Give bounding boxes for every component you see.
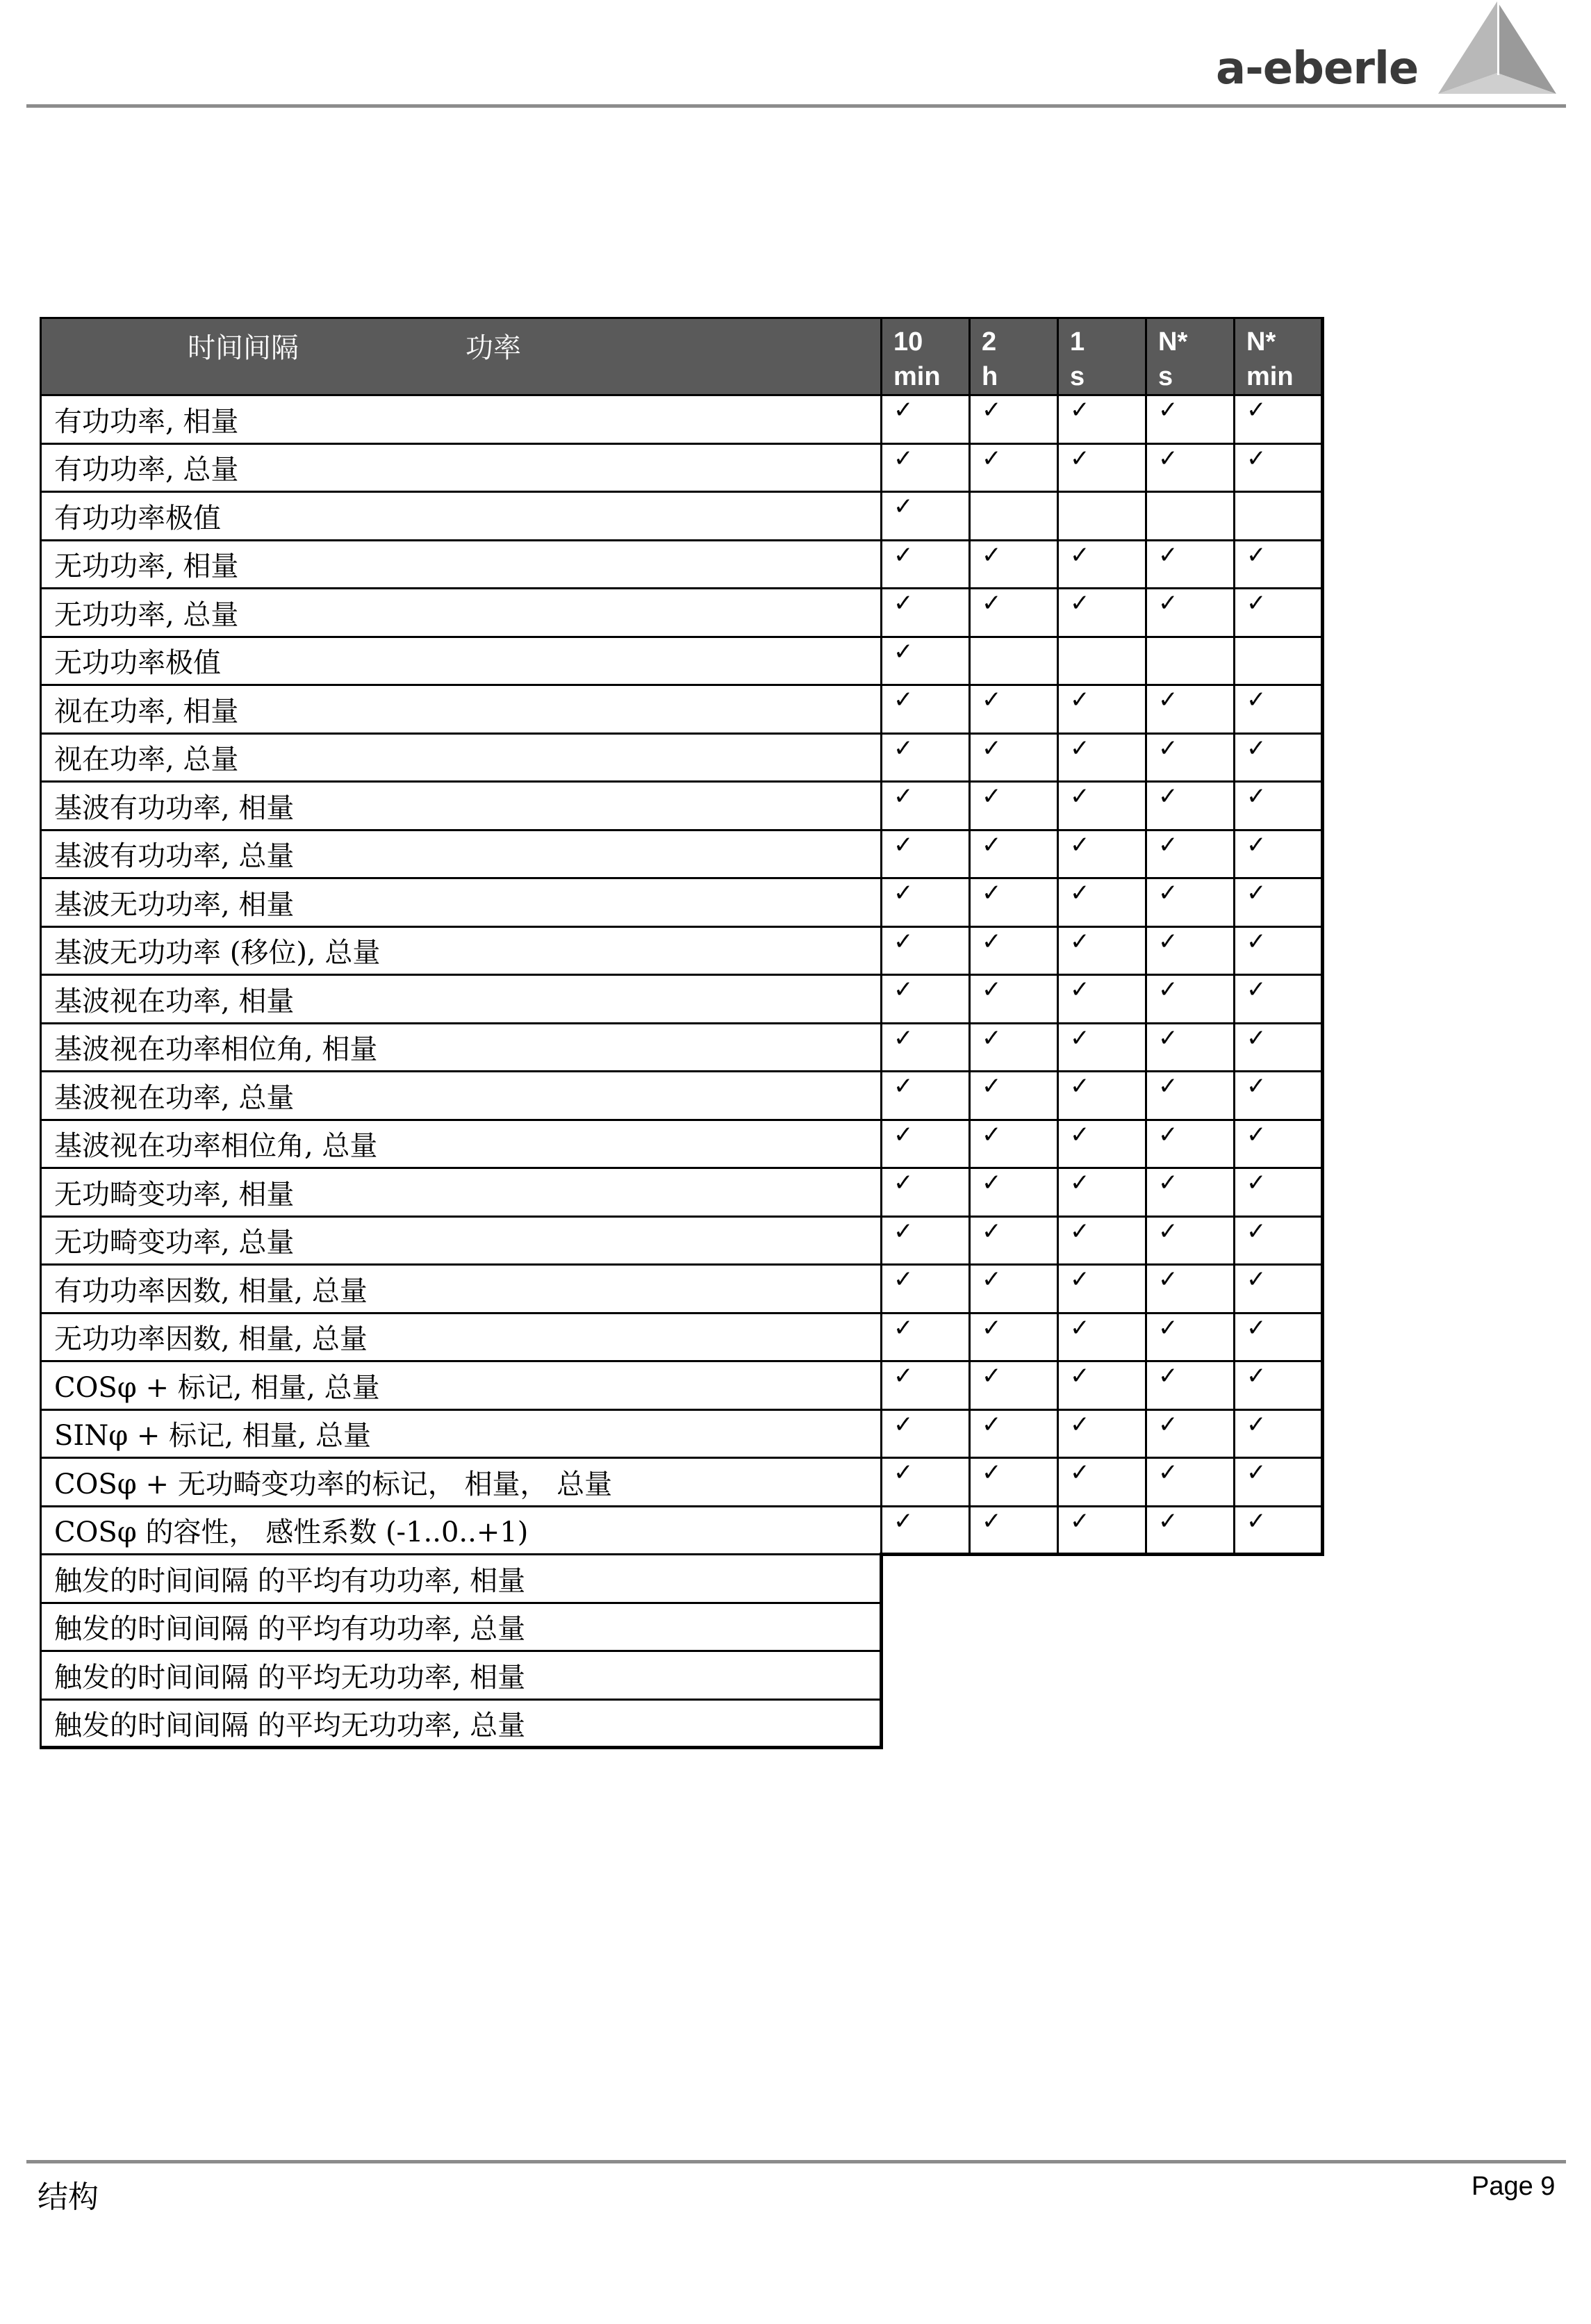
blank-cell bbox=[1058, 1699, 1146, 1748]
blank-cell bbox=[970, 1699, 1058, 1748]
row-label: 触发的时间间隔 的平均无功功率, 总量 bbox=[41, 1699, 882, 1748]
header-col-nmin: N* min bbox=[1235, 318, 1323, 395]
row-label: SINφ + 标记, 相量, 总量 bbox=[41, 1409, 882, 1458]
row-label: 触发的时间间隔 的平均有功功率, 相量 bbox=[41, 1555, 882, 1603]
check-icon: ✓ bbox=[1146, 1216, 1235, 1265]
row-label: 基波视在功率相位角, 相量 bbox=[41, 1023, 882, 1072]
table-header-title bbox=[41, 318, 882, 395]
check-icon: ✓ bbox=[1235, 589, 1323, 637]
empty-cell bbox=[1146, 492, 1235, 541]
check-icon: ✓ bbox=[1058, 1072, 1146, 1120]
check-icon: ✓ bbox=[1146, 975, 1235, 1024]
blank-cell bbox=[882, 1603, 970, 1651]
empty-cell bbox=[1058, 637, 1146, 685]
check-icon: ✓ bbox=[882, 1168, 970, 1217]
check-icon: ✓ bbox=[882, 443, 970, 492]
row-label: 基波无功功率 (移位), 总量 bbox=[41, 926, 882, 975]
blank-cell bbox=[970, 1651, 1058, 1700]
check-icon: ✓ bbox=[1146, 1506, 1235, 1555]
check-icon: ✓ bbox=[882, 1216, 970, 1265]
check-icon: ✓ bbox=[1235, 1458, 1323, 1507]
check-icon: ✓ bbox=[1146, 1072, 1235, 1120]
check-icon: ✓ bbox=[1146, 540, 1235, 589]
check-icon: ✓ bbox=[970, 782, 1058, 830]
check-icon: ✓ bbox=[1146, 685, 1235, 734]
blank-cell bbox=[1058, 1651, 1146, 1700]
table-row bbox=[41, 1506, 1323, 1555]
blank-cell bbox=[1146, 1699, 1235, 1748]
table-row bbox=[41, 1651, 1323, 1700]
check-icon: ✓ bbox=[1058, 1506, 1146, 1555]
check-icon: ✓ bbox=[1058, 1168, 1146, 1217]
table-row bbox=[41, 1603, 1323, 1651]
brand-name: a-eberle bbox=[1216, 43, 1419, 95]
check-icon: ✓ bbox=[1146, 1313, 1235, 1361]
check-icon: ✓ bbox=[1146, 1361, 1235, 1410]
table-row bbox=[41, 1699, 1323, 1748]
table-row bbox=[41, 492, 1323, 541]
blank-cell bbox=[1146, 1555, 1235, 1603]
header-col-2h: 2 h bbox=[970, 318, 1058, 395]
blank-cell bbox=[1146, 1603, 1235, 1651]
blank-cell bbox=[1235, 1651, 1323, 1700]
check-icon: ✓ bbox=[1146, 1023, 1235, 1072]
empty-cell bbox=[1235, 492, 1323, 541]
table-row bbox=[41, 1072, 1323, 1120]
empty-cell bbox=[1058, 492, 1146, 541]
check-icon: ✓ bbox=[1058, 540, 1146, 589]
row-label: 基波视在功率相位角, 总量 bbox=[41, 1120, 882, 1168]
check-icon: ✓ bbox=[1235, 878, 1323, 927]
table-row bbox=[41, 395, 1323, 444]
row-label: 无功功率, 相量 bbox=[41, 540, 882, 589]
table-row bbox=[41, 733, 1323, 782]
check-icon: ✓ bbox=[1235, 1072, 1323, 1120]
row-label: 无功畸变功率, 总量 bbox=[41, 1216, 882, 1265]
blank-cell bbox=[882, 1651, 970, 1700]
check-icon: ✓ bbox=[1146, 782, 1235, 830]
check-icon: ✓ bbox=[882, 1409, 970, 1458]
check-icon: ✓ bbox=[1058, 395, 1146, 444]
check-icon: ✓ bbox=[1058, 1313, 1146, 1361]
check-icon: ✓ bbox=[1235, 1361, 1323, 1410]
table-row bbox=[41, 1555, 1323, 1603]
table-row bbox=[41, 1361, 1323, 1410]
check-icon: ✓ bbox=[882, 395, 970, 444]
row-label: 视在功率, 总量 bbox=[41, 733, 882, 782]
check-icon: ✓ bbox=[1235, 1506, 1323, 1555]
check-icon: ✓ bbox=[970, 1265, 1058, 1314]
check-icon: ✓ bbox=[1146, 589, 1235, 637]
blank-cell bbox=[1058, 1555, 1146, 1603]
blank-cell bbox=[882, 1555, 970, 1603]
check-icon: ✓ bbox=[1235, 540, 1323, 589]
check-icon: ✓ bbox=[882, 1072, 970, 1120]
check-icon: ✓ bbox=[882, 878, 970, 927]
check-icon: ✓ bbox=[1146, 878, 1235, 927]
check-icon: ✓ bbox=[1146, 926, 1235, 975]
check-icon: ✓ bbox=[970, 975, 1058, 1024]
table-header-row bbox=[41, 318, 1323, 395]
row-label: 无功功率极值 bbox=[41, 637, 882, 685]
header-power-label: 功率 bbox=[465, 332, 521, 364]
check-icon: ✓ bbox=[882, 1361, 970, 1410]
check-icon: ✓ bbox=[1058, 1216, 1146, 1265]
footer-section-title: 结构 bbox=[38, 2179, 99, 2215]
blank-cell bbox=[882, 1699, 970, 1748]
table-row bbox=[41, 589, 1323, 637]
check-icon: ✓ bbox=[1235, 1120, 1323, 1168]
row-label: 有功功率因数, 相量, 总量 bbox=[41, 1265, 882, 1314]
check-icon: ✓ bbox=[970, 926, 1058, 975]
a-eberle-logo-icon bbox=[1431, 0, 1563, 104]
check-icon: ✓ bbox=[1146, 395, 1235, 444]
check-icon: ✓ bbox=[1058, 1265, 1146, 1314]
table-row bbox=[41, 1023, 1323, 1072]
check-icon: ✓ bbox=[970, 685, 1058, 734]
check-icon: ✓ bbox=[970, 1023, 1058, 1072]
check-icon: ✓ bbox=[882, 782, 970, 830]
header-col-ns: N* s bbox=[1146, 318, 1235, 395]
table-row bbox=[41, 782, 1323, 830]
check-icon: ✓ bbox=[1058, 926, 1146, 975]
check-icon: ✓ bbox=[1058, 733, 1146, 782]
blank-cell bbox=[1235, 1603, 1323, 1651]
row-label: COSφ + 无功畸变功率的标记， 相量， 总量 bbox=[41, 1458, 882, 1507]
check-icon: ✓ bbox=[882, 733, 970, 782]
check-icon: ✓ bbox=[970, 1072, 1058, 1120]
table-row bbox=[41, 830, 1323, 878]
check-icon: ✓ bbox=[970, 733, 1058, 782]
check-icon: ✓ bbox=[882, 1458, 970, 1507]
check-icon: ✓ bbox=[882, 637, 970, 685]
check-icon: ✓ bbox=[1235, 395, 1323, 444]
check-icon: ✓ bbox=[882, 540, 970, 589]
check-icon: ✓ bbox=[1235, 975, 1323, 1024]
check-icon: ✓ bbox=[1235, 1168, 1323, 1217]
check-icon: ✓ bbox=[1058, 1120, 1146, 1168]
check-icon: ✓ bbox=[1146, 830, 1235, 878]
check-icon: ✓ bbox=[1058, 878, 1146, 927]
table-row bbox=[41, 926, 1323, 975]
check-icon: ✓ bbox=[970, 1506, 1058, 1555]
check-icon: ✓ bbox=[1058, 1023, 1146, 1072]
check-icon: ✓ bbox=[970, 1313, 1058, 1361]
table-row bbox=[41, 1168, 1323, 1217]
check-icon: ✓ bbox=[1235, 830, 1323, 878]
check-icon: ✓ bbox=[970, 1120, 1058, 1168]
row-label: 基波无功功率, 相量 bbox=[41, 878, 882, 927]
check-icon: ✓ bbox=[1235, 443, 1323, 492]
row-label: COSφ 的容性， 感性系数 (-1..0..+1) bbox=[41, 1506, 882, 1555]
check-icon: ✓ bbox=[882, 975, 970, 1024]
check-icon: ✓ bbox=[1058, 1361, 1146, 1410]
check-icon: ✓ bbox=[1146, 1168, 1235, 1217]
check-icon: ✓ bbox=[970, 443, 1058, 492]
row-label: 触发的时间间隔 的平均无功功率, 相量 bbox=[41, 1651, 882, 1700]
check-icon: ✓ bbox=[970, 1168, 1058, 1217]
check-icon: ✓ bbox=[1235, 733, 1323, 782]
row-label: 基波有功功率, 总量 bbox=[41, 830, 882, 878]
check-icon: ✓ bbox=[1058, 830, 1146, 878]
check-icon: ✓ bbox=[1235, 1265, 1323, 1314]
check-icon: ✓ bbox=[970, 1409, 1058, 1458]
check-icon: ✓ bbox=[882, 1313, 970, 1361]
table-row bbox=[41, 1120, 1323, 1168]
check-icon: ✓ bbox=[882, 926, 970, 975]
table-row bbox=[41, 1216, 1323, 1265]
check-icon: ✓ bbox=[970, 878, 1058, 927]
blank-cell bbox=[1235, 1699, 1323, 1748]
row-label: 基波有功功率, 相量 bbox=[41, 782, 882, 830]
check-icon: ✓ bbox=[1058, 975, 1146, 1024]
row-label: 基波视在功率, 相量 bbox=[41, 975, 882, 1024]
row-label: 触发的时间间隔 的平均有功功率, 总量 bbox=[41, 1603, 882, 1651]
check-icon: ✓ bbox=[1058, 589, 1146, 637]
table-row bbox=[41, 685, 1323, 734]
header-interval-label: 时间间隔 bbox=[188, 332, 299, 364]
page-number: Page 9 bbox=[1472, 2172, 1556, 2201]
blank-cell bbox=[1235, 1555, 1323, 1603]
header-col-10min: 10 min bbox=[882, 318, 970, 395]
blank-cell bbox=[970, 1555, 1058, 1603]
row-label: COSφ + 标记, 相量, 总量 bbox=[41, 1361, 882, 1410]
check-icon: ✓ bbox=[1235, 926, 1323, 975]
footer-divider bbox=[26, 2160, 1566, 2163]
row-label: 有功功率极值 bbox=[41, 492, 882, 541]
check-icon: ✓ bbox=[1146, 1265, 1235, 1314]
table-row bbox=[41, 637, 1323, 685]
check-icon: ✓ bbox=[882, 1120, 970, 1168]
check-icon: ✓ bbox=[1058, 1409, 1146, 1458]
check-icon: ✓ bbox=[882, 1506, 970, 1555]
blank-cell bbox=[970, 1603, 1058, 1651]
check-icon: ✓ bbox=[882, 589, 970, 637]
check-icon: ✓ bbox=[1235, 1023, 1323, 1072]
table-row bbox=[41, 443, 1323, 492]
check-icon: ✓ bbox=[1058, 685, 1146, 734]
check-icon: ✓ bbox=[970, 540, 1058, 589]
check-icon: ✓ bbox=[970, 830, 1058, 878]
check-icon: ✓ bbox=[1146, 733, 1235, 782]
check-icon: ✓ bbox=[1235, 782, 1323, 830]
blank-cell bbox=[1146, 1651, 1235, 1700]
table-row bbox=[41, 975, 1323, 1024]
empty-cell bbox=[1146, 637, 1235, 685]
check-icon: ✓ bbox=[1058, 1458, 1146, 1507]
check-icon: ✓ bbox=[882, 685, 970, 734]
row-label: 无功功率, 总量 bbox=[41, 589, 882, 637]
table-row bbox=[41, 1458, 1323, 1507]
check-icon: ✓ bbox=[970, 1458, 1058, 1507]
blank-cell bbox=[1058, 1603, 1146, 1651]
check-icon: ✓ bbox=[1146, 443, 1235, 492]
check-icon: ✓ bbox=[970, 589, 1058, 637]
check-icon: ✓ bbox=[1058, 443, 1146, 492]
check-icon: ✓ bbox=[1235, 1216, 1323, 1265]
check-icon: ✓ bbox=[882, 1023, 970, 1072]
table-row bbox=[41, 878, 1323, 927]
row-label: 有功功率, 总量 bbox=[41, 443, 882, 492]
check-icon: ✓ bbox=[1235, 685, 1323, 734]
empty-cell bbox=[970, 492, 1058, 541]
table-row bbox=[41, 1313, 1323, 1361]
check-icon: ✓ bbox=[1235, 1409, 1323, 1458]
empty-cell bbox=[970, 637, 1058, 685]
check-icon: ✓ bbox=[882, 1265, 970, 1314]
check-icon: ✓ bbox=[970, 395, 1058, 444]
header-col-1s: 1 s bbox=[1058, 318, 1146, 395]
check-icon: ✓ bbox=[882, 492, 970, 541]
check-icon: ✓ bbox=[1235, 1313, 1323, 1361]
check-icon: ✓ bbox=[882, 830, 970, 878]
table-row bbox=[41, 540, 1323, 589]
check-icon: ✓ bbox=[1146, 1458, 1235, 1507]
empty-cell bbox=[1235, 637, 1323, 685]
check-icon: ✓ bbox=[970, 1361, 1058, 1410]
check-icon: ✓ bbox=[1146, 1409, 1235, 1458]
header-divider bbox=[26, 104, 1566, 108]
check-icon: ✓ bbox=[1058, 782, 1146, 830]
row-label: 视在功率, 相量 bbox=[41, 685, 882, 734]
power-table bbox=[40, 317, 1324, 1749]
table-row bbox=[41, 1409, 1323, 1458]
row-label: 无功功率因数, 相量, 总量 bbox=[41, 1313, 882, 1361]
table-row bbox=[41, 1265, 1323, 1314]
row-label: 有功功率, 相量 bbox=[41, 395, 882, 444]
check-icon: ✓ bbox=[1146, 1120, 1235, 1168]
row-label: 基波视在功率, 总量 bbox=[41, 1072, 882, 1120]
row-label: 无功畸变功率, 相量 bbox=[41, 1168, 882, 1217]
check-icon: ✓ bbox=[970, 1216, 1058, 1265]
